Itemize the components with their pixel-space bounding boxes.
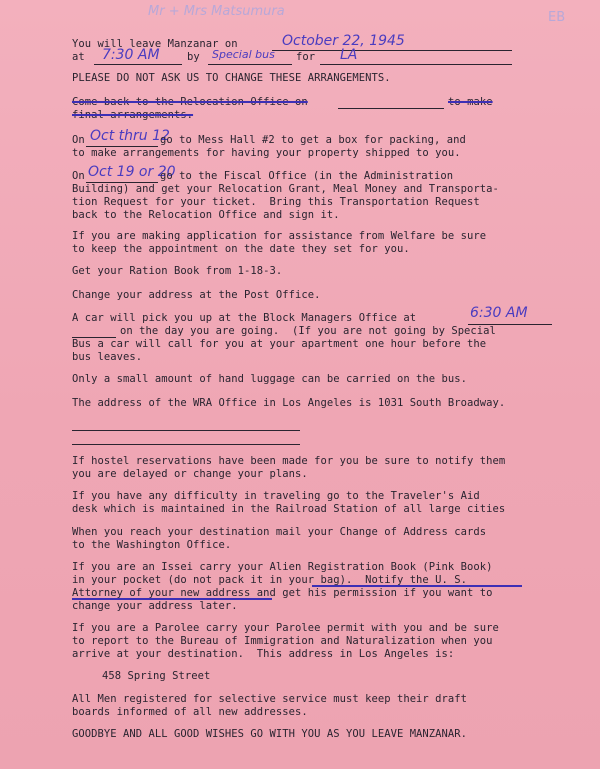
welfare-line-2: to keep the appointment on the date they set for you. xyxy=(72,243,410,255)
fiscal-line-1: go to the Fiscal Office (in the Administration xyxy=(160,170,454,182)
selective-service-line-1: All Men registered for selective service must keep their draft xyxy=(72,693,468,705)
car-line-1: A car will pick you up at the Block Managers Office at xyxy=(72,312,417,324)
luggage-notice: Only a small amount of hand luggage can be carried on the bus. xyxy=(72,373,468,385)
mess-hall-line-2: to make arrangements for having your property shipped to you. xyxy=(72,147,461,159)
handwritten-name: Mr + Mrs Matsumura xyxy=(148,4,285,19)
leave-line-1: You will leave Manzanar on xyxy=(72,38,238,50)
fiscal-line-3: tion Request for your ticket. Bring this Transportation Request xyxy=(72,196,480,208)
hostel-line-1: If hostel reservations have been made for you be sure to notify them xyxy=(72,455,506,467)
blank-rule-2 xyxy=(72,444,300,445)
leave-time-rule xyxy=(94,64,182,65)
issei-ink-underline-1 xyxy=(312,585,522,587)
issei-line-2: in your pocket (do not pack it in your bag). Notify the U. S. xyxy=(72,574,468,586)
hostel-line-2: you are delayed or change your plans. xyxy=(72,468,308,480)
relocation-office-line-1: Come back to the Relocation Office on xyxy=(72,96,308,108)
leave-by-label: by xyxy=(187,51,200,63)
relocation-office-line-2: final arrangements. xyxy=(72,109,194,121)
goodbye: GOODBYE AND ALL GOOD WISHES GO WITH YOU AS YOU LEAVE MANZANAR. xyxy=(72,728,468,740)
mess-hall-line-1: go to Mess Hall #2 to get a box for packing, and xyxy=(160,134,466,146)
leave-transport: Special bus xyxy=(212,48,275,61)
car-line-3: Bus a car will call for you at your apartment one hour before the xyxy=(72,338,487,350)
issei-ink-underline-2 xyxy=(72,598,272,600)
parolee-address: 458 Spring Street xyxy=(102,670,211,682)
parolee-line-1: If you are a Parolee carry your Parolee permit with you and be sure xyxy=(72,622,499,634)
leave-at-label: at xyxy=(72,51,85,63)
car-time: 6:30 AM xyxy=(470,305,528,321)
destination-mail-line-1: When you reach your destination mail your Change of Address cards xyxy=(72,526,487,538)
corner-initials: EB xyxy=(548,10,566,25)
travelers-aid-line-1: If you have any difficulty in traveling go to the Traveler's Aid xyxy=(72,490,480,502)
car-line-4: bus leaves. xyxy=(72,351,143,363)
wra-address: The address of the WRA Office in Los Angeles is 1031 South Broadway. xyxy=(72,397,506,409)
leave-transport-rule xyxy=(208,64,292,65)
blank-rule-1 xyxy=(72,430,300,431)
leave-for-label: for xyxy=(296,51,316,63)
fiscal-line-4: back to the Relocation Office and sign it. xyxy=(72,209,340,221)
destination-mail-line-2: to the Washington Office. xyxy=(72,539,232,551)
leave-date: October 22, 1945 xyxy=(282,33,405,49)
issei-line-3: Attorney of your new address and get his permission if you want to xyxy=(72,587,493,599)
parolee-line-2: to report to the Bureau of Immigration and Naturalization when you xyxy=(72,635,493,647)
parolee-line-3: arrive at your destination. This address in Los Angeles is: xyxy=(72,648,455,660)
post-office: Change your address at the Post Office. xyxy=(72,289,321,301)
car-line-2: on the day you are going. (If you are not going by Special xyxy=(120,325,496,337)
fiscal-on: On xyxy=(72,170,85,182)
fiscal-date: Oct 19 or 20 xyxy=(88,164,176,180)
selective-service-line-2: boards informed of all new addresses. xyxy=(72,706,308,718)
leave-destination-rule xyxy=(320,64,512,65)
ration-book: Get your Ration Book from 1-18-3. xyxy=(72,265,283,277)
issei-line-4: change your address later. xyxy=(72,600,238,612)
mess-hall-on: On xyxy=(72,134,85,146)
leave-destination: LA xyxy=(340,47,358,63)
welfare-line-1: If you are making application for assistance from Welfare be sure xyxy=(72,230,487,242)
no-change-notice: PLEASE DO NOT ASK US TO CHANGE THESE ARRANGEMENTS. xyxy=(72,72,391,84)
relocation-office-line-1-end: to make xyxy=(448,96,493,108)
fiscal-line-2: Building) and get your Relocation Grant, Meal Money and Transporta- xyxy=(72,183,499,195)
leave-time: 7:30 AM xyxy=(102,47,160,63)
mess-hall-date: Oct thru 12 xyxy=(90,128,170,144)
issei-line-1: If you are an Issei carry your Alien Registration Book (Pink Book) xyxy=(72,561,493,573)
travelers-aid-line-2: desk which is maintained in the Railroad Station of all large cities xyxy=(72,503,506,515)
